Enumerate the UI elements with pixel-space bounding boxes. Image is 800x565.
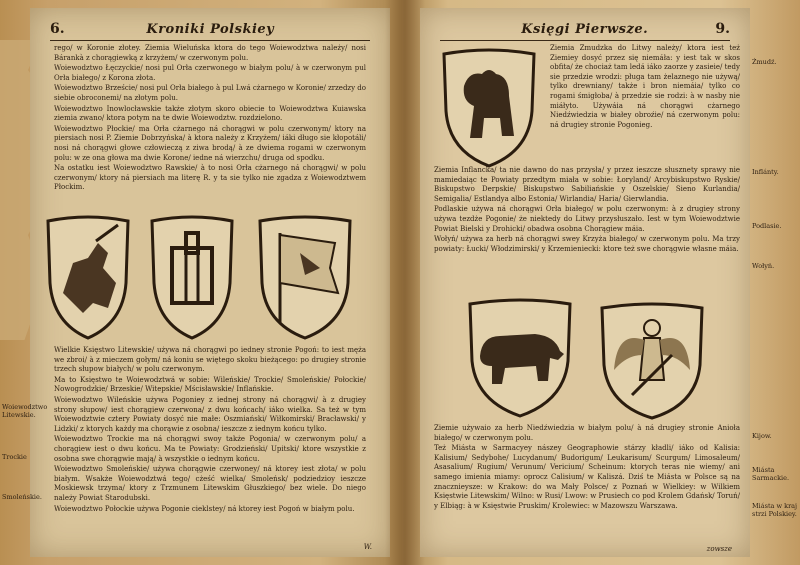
paragraph: Ziemie używaio za herb Niedźwiedzia w białym polu/ à ná drugiey stronie Anioła białego/ w czerwonym polu.	[434, 424, 740, 442]
left-text-bottom	[54, 346, 366, 546]
left-text-top	[54, 44, 366, 212]
pogon-crest-icon	[38, 213, 138, 343]
right-page-header	[440, 18, 730, 41]
right-text-top	[550, 44, 740, 164]
margin-note: Podlasie.	[752, 222, 782, 230]
margin-note: Trockie	[2, 453, 27, 461]
columns-crest-icon	[142, 213, 242, 343]
margin-note: Smoleńskie.	[2, 493, 42, 501]
paragraph: Też Miásta w Sarmacyey nászey Geographowie stárzy kładli/ iáko od Kalisia: Kalisium/ Sedybohe/ Lucydanum/ Budorigum/ Leukarisum/ Scurgum/ Limosaleum/ Asasalium/ Rugium/ Verunum/ Vericium/ Scheinum: ktorych teras nie wiemy/ ani samego imienia miamy: oprocz Calisium/ w Kaliszá. Dziś te Miásta w Polsce są na znacznieysze: w Krakow: do wa Mały Polsce/ z Poznań w Wielkiey: w Wilkiem Księstwie Litewskim/ Wilno: w Rusi/ Lwow: w Prusiech co pod Krolem Gdańsk/ Toruń/ y Elbiąg: à w Księstwie Pruskim/ Krolewiec: w Mazowszu Warszawa.	[434, 444, 740, 510]
banner-crest-icon	[250, 213, 360, 343]
right-running-title: Księgi Pierwsze.	[521, 21, 649, 37]
catchword: W.	[363, 543, 372, 551]
right-page-number: 9.	[715, 21, 730, 37]
right-text-bottom	[434, 424, 740, 552]
margin-note: Kijow.	[752, 432, 772, 440]
bear-crest-icon	[434, 46, 544, 171]
paragraph: Woiewodztwo Brzeście/ nosi pul Orła białego à pul Lwá cżarnego w Koronie/ zrzedzy do siebie obroconemi/ na złotym polu.	[54, 84, 366, 102]
paragraph: Ma to Księstwo te Woiewodztwá w sobie: Wileńskie/ Trockie/ Smoleńskie/ Połockie/ Nowogrodzkie/ Brzeskie/ Witepskie/ Mścisławskie/ Inflańskie.	[54, 375, 366, 394]
angel-crest-icon	[592, 300, 712, 422]
right-page	[420, 8, 750, 557]
paragraph: Wołyń/ używa za herb ná chorągwi swey Krzyża białego/ w czerwonym polu. Ma trzy powiaty: Łucki/ Włodzimirski/ y Krzemieniecki: ktore też swe chorągwie własne máia.	[434, 235, 740, 253]
left-page-header	[50, 18, 370, 41]
paragraph: rego/ w Koronie złotey. Ziemia Wieluńska ktora do tego Woiewodztwa należy/ nosi Bárankà z chorągiewką z krzyżem/ w czerwonym polu.	[54, 44, 366, 62]
margin-note: Miásta Sarmackie.	[752, 466, 790, 482]
paragraph: Woiewodztwo Trockie ma ná chorągwi swoy także Pogonia/ w czerwonym polu/ a chorągiew iest o dwu końcu. Ma te Powiaty: Grodzieński/ Upitski/ ktore wszystkie z osobna swe chorągwie mają/ à wszystkie o iednym końcu.	[54, 435, 366, 463]
bear-crest-icon	[460, 296, 580, 421]
book-gutter	[385, 0, 425, 565]
paragraph: Wielkie Księstwo Litewskie/ używa ná chorągwi po iedney stronie Pogoń: to iest męża we zbroi/ à z mieczem gołym/ ná koniu se więtego skoku bieżącego: po drugiey stronie trzech słupow białych/ w polu czerwonym.	[54, 346, 366, 374]
left-running-title: Kroniki Polskiey	[146, 21, 275, 37]
paragraph: Ziemia Inflancka/ ta nie dawno do nas przysła/ y przez ieszcze słusznety sprawy nie mamiedaiąc te Powiaty przedtym miała w sobie: Łoryland/ Arcybiskupstwo Ryskie/ Biskupstwo Derpskie/ Biskupstwo Sabiliańskie y Oszelskie/ Sieno Kurlandia/ Semigalia/ Estlandya albo Estonia/ Wirlandia/ Haria/ Gierwlandia.	[434, 166, 740, 203]
margin-note: Żmudź.	[752, 58, 777, 66]
margin-note: Wołyń.	[752, 262, 775, 270]
margin-note: Inflánty.	[752, 168, 779, 176]
catchword: zowsze	[706, 545, 732, 553]
margin-note: Woiewodztwo Litewskie.	[2, 403, 48, 419]
paragraph: Woiewodztwo Płockie/ ma Orła cżarnego ná chorągwi w polu czerwonym/ ktory na piersiach nosi P. Ziemie Dobrzyńska/ à ktora należy z Krzyżem/ iáki długo sie kłopotáli/ nosi ná chorągwi głowe człowieczą z ziwa brodą/ à ze dwiema rogami w czerwonym polu: w ze ona głowa ma dwie Korone/ iedne ná wierzchu/ druga od spodku.	[54, 124, 366, 162]
paragraph: Na ostatku iest Woiewodztwo Rawskie/ à to nosi Orła cżarnego ná chorągwi/ w polu czerwonym/ ktory ná piersiach ma literę R. y ta sie tylko nie zgadza z Woiewodztwem Płockim.	[54, 164, 366, 192]
paragraph: Woiewodztwo Łęczyckie/ nosi pul Orła czerwonego w białym polu/ à w czerwonym pul Orła białego/ z Korona złota.	[54, 64, 366, 82]
right-text-middle	[434, 166, 740, 294]
paragraph: Podlaskie używa ná chorągwi Orła białego/ w polu czerwonym: à z drugiey strony używa tezdże Pogonie/ że niektedy do Litwy przysłuszało. Iest w tym Woiewodztwie Powiat Bielski y Drohicki/ obadwa osobna Chorągiew máia.	[434, 205, 740, 233]
margin-note: Miásta w kraj strzi Polskiey.	[752, 502, 798, 518]
left-page	[2, 8, 390, 557]
left-page-number: 6.	[50, 21, 65, 37]
paragraph: Woiewodztwo Inowlocławskie także złotym skoro obiecie to Woiewodztwa Kuiawska ziemia zwano/ ktora potym na te dwie Woiewodztw. rozdzielono.	[54, 104, 366, 123]
paragraph: Woiewodztwo Smoleńskie/ używa chorągwie czerwoney/ ná ktorey iest złota/ w polu białym. Wsakże Woiewodztwá tego/ cżeść wielka/ Smoleńsk/ podziedzioy ieszcze Moskiewsk trzyma/ ktory z Trzmunem Litewskim Głuszkiego/ bez wiele. Do niego należy Powiat Starodubski.	[54, 465, 366, 502]
paragraph: Ziemia Żmudzka do Litwy należy/ ktora iest też Ziemiey dosyć przez się niemáła: y iest tak w skos obfita/ że chociaż tam ledá iáko zaorze y zasieie/ tedy sie przedzie wrodzi: pługa tam żelaznego nie używą/ tylko drewniany/ także i bron niemáia/ tylko co rogami śmigłoba/ à przedzie sie rodzi: à w nasby nie miáłyto. Używáia ná chorągwi cżarnego Niedźwiedzia w białey obroźie/ ná czerwonym polu: ná drugiey stronie Pogonieg.	[550, 44, 740, 129]
paragraph: Woiewodztwo Połockie używa Pogonie cieklstey/ ná ktorey iest Pogoń w białym polu.	[54, 504, 355, 513]
paragraph: Woiewodztwo Wileńskie używa Pogoniey z iednej strony ná chorągwi/ à z drugiey strony słupow/ iest chorągiew czerwona/ z dwu końcach/ iáko wielka. Sa też w tym Woiewodztwie cztery Powiaty dosyć nie małe: Oszmiański/ Wiłkomirski/ Bracławski/ y Lidzki/ z ktorych każdy ma chorąwie z osobna/ ieszcze z iednym końcu tylko.	[54, 395, 366, 433]
